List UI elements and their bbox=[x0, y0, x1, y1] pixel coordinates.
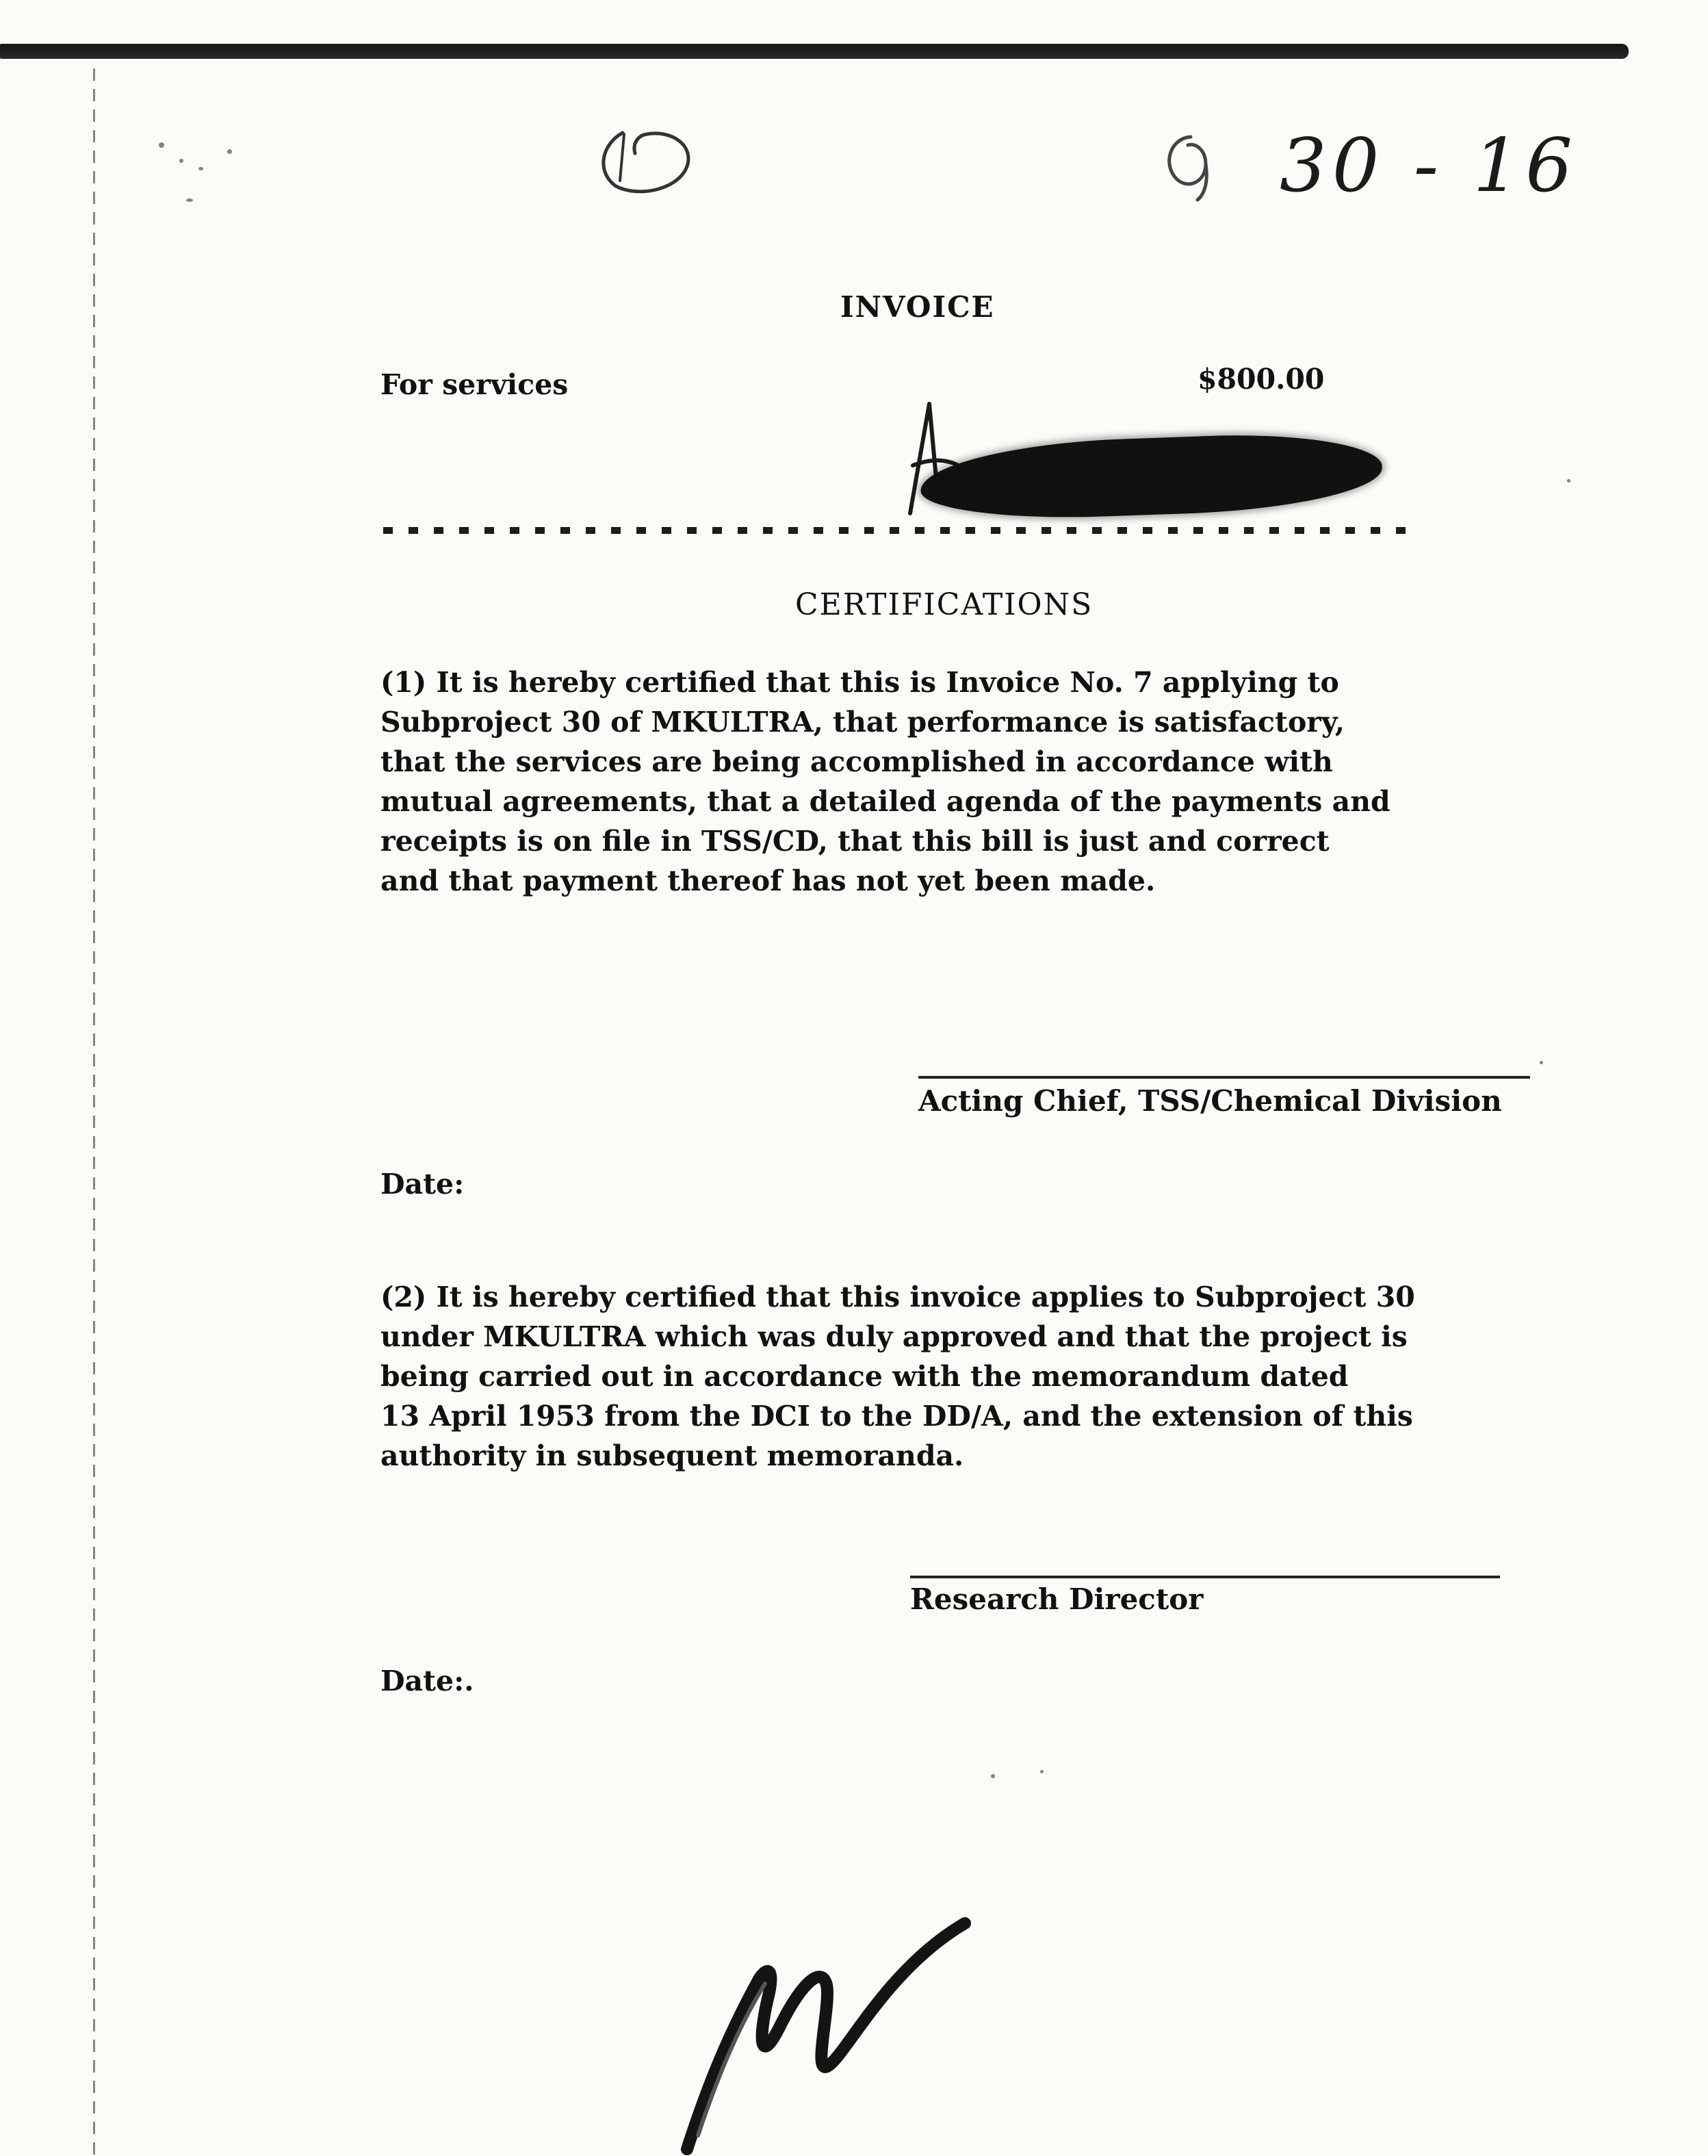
signatory-1-title: Acting Chief, TSS/Chemical Division bbox=[918, 1084, 1502, 1118]
scan-speckle bbox=[1567, 479, 1570, 483]
paragraph-line: that the services are being accomplished in accordance with bbox=[380, 745, 1333, 778]
dotted-separator bbox=[383, 527, 1410, 534]
paragraph-line: (1) It is hereby certified that this is Invoice No. 7 applying to bbox=[380, 666, 1339, 699]
left-margin-line bbox=[93, 68, 95, 2156]
top-black-band bbox=[0, 44, 1629, 59]
certifications-title: CERTIFICATIONS bbox=[795, 587, 1094, 622]
scan-speckle bbox=[1040, 1770, 1044, 1773]
date-1-label: Date: bbox=[380, 1168, 465, 1201]
redaction-block bbox=[919, 430, 1383, 522]
paragraph-line: mutual agreements, that a detailed agenda of the payments and bbox=[380, 785, 1390, 818]
paragraph-line: and that payment thereof has not yet been made. bbox=[380, 864, 1156, 897]
handwritten-initials bbox=[677, 1903, 992, 2156]
scan-speckle bbox=[1540, 1061, 1543, 1064]
paragraph-line: authority in subsequent memoranda. bbox=[380, 1439, 964, 1472]
for-services-label: For services bbox=[380, 368, 569, 401]
paragraph-line: being carried out in accordance with the memorandum dated bbox=[380, 1360, 1349, 1393]
invoice-amount: $800.00 bbox=[1198, 363, 1325, 396]
scan-speckle bbox=[159, 142, 164, 148]
invoice-title: INVOICE bbox=[840, 290, 995, 324]
paragraph-line: 13 April 1953 from the DCI to the DD/A, and the extension of this bbox=[380, 1400, 1413, 1433]
scan-speckle bbox=[198, 167, 203, 170]
paragraph-line: Subproject 30 of MKULTRA, that performance is satisfactory, bbox=[380, 706, 1345, 739]
handwritten-page-number: 30 - 16 bbox=[1280, 123, 1579, 209]
handwritten-circle-mark bbox=[575, 123, 712, 198]
scan-speckle bbox=[186, 198, 193, 202]
paragraph-line: (2) It is hereby certified that this invoice applies to Subproject 30 bbox=[380, 1281, 1415, 1313]
scan-speckle bbox=[227, 149, 232, 154]
paragraph-line: under MKULTRA which was duly approved and that the project is bbox=[380, 1320, 1408, 1353]
handwritten-loop-mark bbox=[1143, 123, 1232, 212]
scan-speckle bbox=[179, 159, 183, 163]
signatory-2-title: Research Director bbox=[910, 1582, 1204, 1616]
signature-line-1 bbox=[918, 1076, 1530, 1079]
paragraph-line: receipts is on file in TSS/CD, that this bill is just and correct bbox=[380, 825, 1330, 858]
signature-line-2 bbox=[910, 1576, 1500, 1578]
scan-speckle bbox=[991, 1774, 995, 1778]
certification-paragraph-1 bbox=[380, 663, 1390, 901]
certification-paragraph-2 bbox=[380, 1277, 1415, 1476]
date-2-label: Date:. bbox=[380, 1665, 474, 1697]
